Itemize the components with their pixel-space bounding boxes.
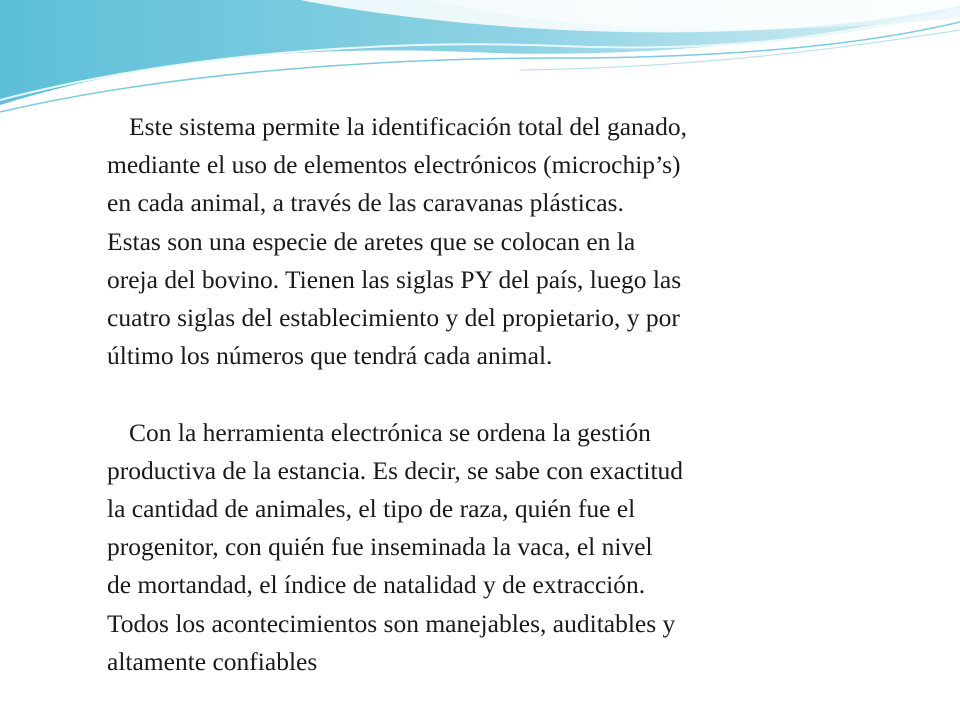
paragraph-2-line: Todos los acontecimientos son manejables, auditables y bbox=[107, 608, 676, 638]
paragraph-1-line: oreja del bovino. Tienen las siglas PY del país, luego las bbox=[107, 264, 682, 294]
paragraph-2-line: progenitor, con quién fue inseminada la vaca, el nivel bbox=[107, 532, 653, 562]
paragraph-1-line: cuatro siglas del establecimiento y del propietario, y por bbox=[107, 303, 680, 333]
paragraph-2-line: altamente confiables bbox=[107, 646, 318, 676]
paragraph-2-line: productiva de la estancia. Es decir, se sabe con exactitud bbox=[107, 455, 684, 485]
paragraph-2-line: de mortandad, el índice de natalidad y de extracción. bbox=[107, 570, 646, 600]
paragraph-1-line: en cada animal, a través de las caravanas plásticas. bbox=[107, 188, 624, 218]
paragraph-1-line: mediante el uso de elementos electrónicos (microchip’s) bbox=[107, 150, 681, 180]
paragraph-spacer bbox=[107, 375, 847, 413]
paragraph-1-line: último los números que tendrá cada animal. bbox=[107, 341, 553, 371]
paragraph-2-line: Con la herramienta electrónica se ordena la gestión bbox=[129, 417, 651, 447]
slide-body bbox=[107, 108, 847, 681]
paragraph-1 bbox=[107, 108, 847, 375]
paragraph-1-line: Este sistema permite la identificación total del ganado, bbox=[129, 112, 687, 141]
paragraph-2-line: la cantidad de animales, el tipo de raza, quién fue el bbox=[107, 494, 636, 524]
paragraph-1-line: Estas son una especie de aretes que se colocan en la bbox=[107, 226, 636, 256]
paragraph-2 bbox=[107, 414, 847, 681]
